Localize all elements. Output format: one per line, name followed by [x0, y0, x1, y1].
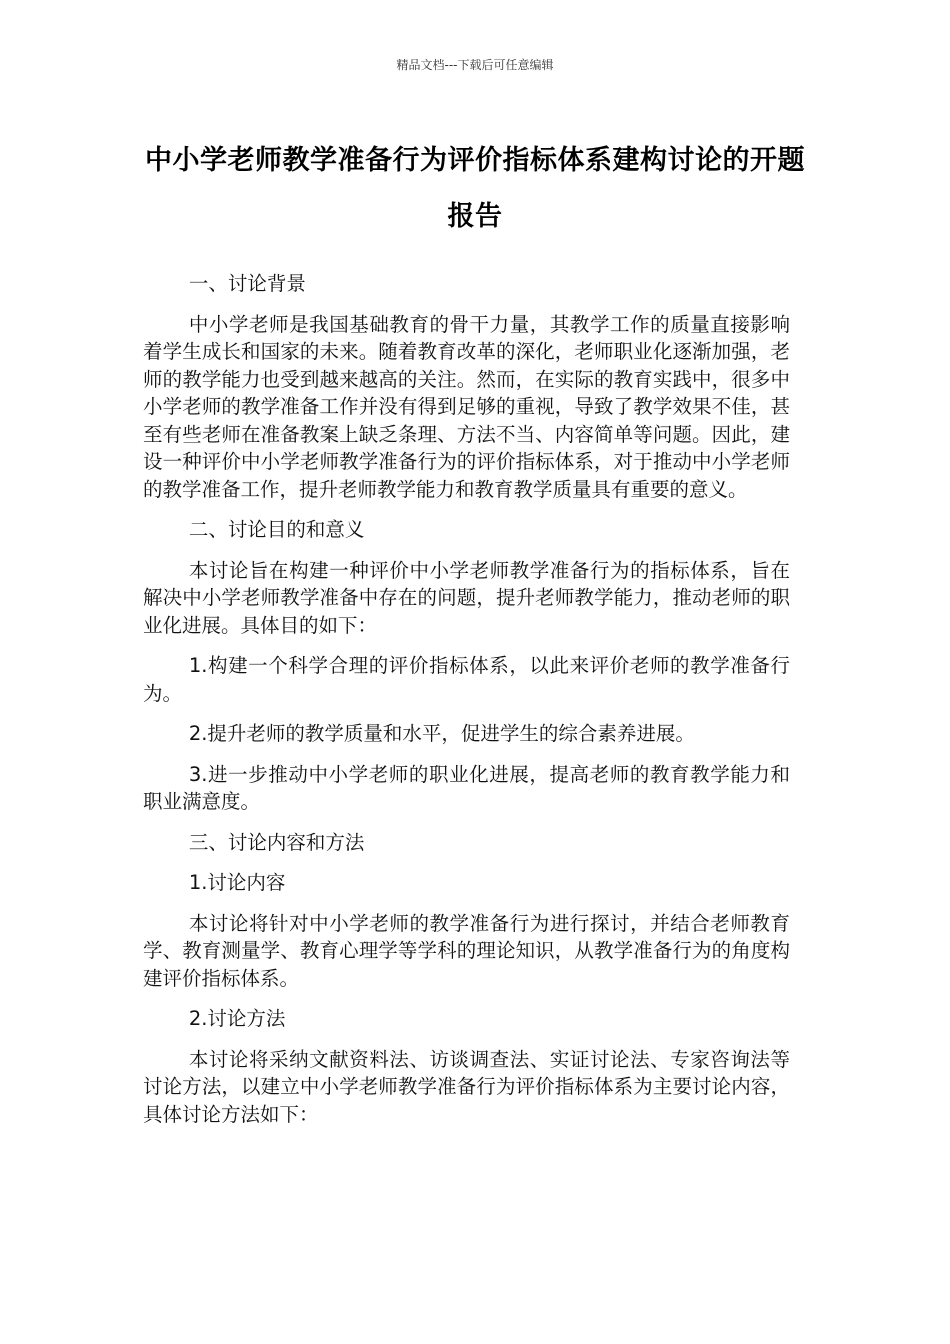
paragraph-purpose: 本讨论旨在构建一种评价中小学老师教学准备行为的指标体系，旨在解决中小学老师教学准备中存在的问题，提升老师教学能力，推动老师的职业化进展。具体目的如下： — [143, 558, 790, 637]
list-item-purpose-2: 2.提升老师的教学质量和水平，促进学生的综合素养进展。 — [188, 722, 695, 745]
subheading-content: 1.讨论内容 — [188, 871, 286, 894]
list-item-purpose-1: 1.构建一个科学合理的评价指标体系，以此来评价老师的教学准备行为。 — [143, 654, 790, 705]
list-item-purpose-3: 3.进一步推动中小学老师的职业化进展，提高老师的教育教学能力和职业满意度。 — [143, 762, 790, 813]
section-heading-purpose: 二、讨论目的和意义 — [188, 518, 365, 541]
paragraph-content: 本讨论将针对中小学老师的教学准备行为进行探讨，并结合老师教育学、教育测量学、教育心理学等学科的理论知识，从教学准备行为的角度构建评价指标体系。 — [143, 911, 790, 990]
paragraph-method: 本讨论将采纳文献资料法、访谈调查法、实证讨论法、专家咨询法等讨论方法，以建立中小学老师教学准备行为评价指标体系为主要讨论内容，具体讨论方法如下： — [143, 1047, 790, 1126]
document-title: 中小学老师教学准备行为评价指标体系建构讨论的开题报告 — [145, 145, 805, 232]
section-heading-content-method: 三、讨论内容和方法 — [188, 830, 365, 854]
header-note: 精品文档---下载后可任意编辑 — [396, 58, 554, 72]
paragraph-background: 中小学老师是我国基础教育的骨干力量，其教学工作的质量直接影响着学生成长和国家的未来。随着教育改革的深化，老师职业化逐渐加强，老师的教学能力也受到越来越高的关注。然而，在实际的教育实践中，很多中小学老师的教学准备工作并没有得到足够的重视，导致了教学效果不佳，甚至有些老师在准备教案上缺乏条理、方法不当、内容简单等问题。因此，建设一种评价中小学老师教学准备行为的评价指标体系，对于推动中小学老师的教学准备工作，提升老师教学能力和教育教学质量具有重要的意义。 — [143, 312, 790, 501]
subheading-method: 2.讨论方法 — [188, 1007, 286, 1030]
section-heading-background: 一、讨论背景 — [188, 272, 306, 295]
document-body — [143, 270, 790, 1141]
